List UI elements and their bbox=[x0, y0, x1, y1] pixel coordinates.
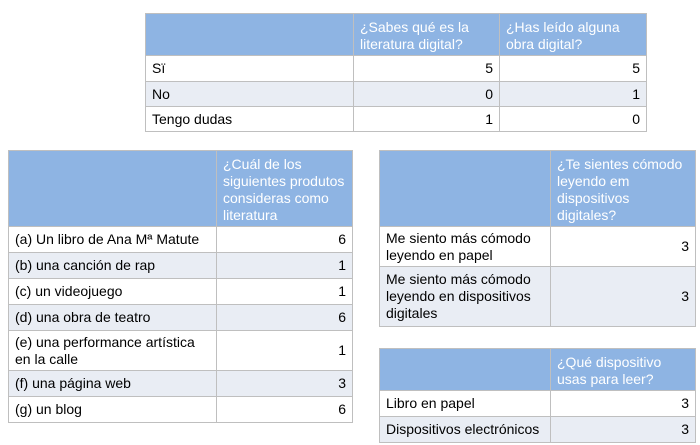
row-label: (c) un videojuego bbox=[9, 279, 217, 305]
table-row bbox=[9, 371, 353, 397]
row-label: Me siento más cómodo leyendo en papel bbox=[380, 227, 551, 267]
table-row bbox=[9, 331, 353, 371]
table-row bbox=[146, 56, 647, 82]
table3-header-comodo: ¿Te sientes cómodo leyendo em dispositivos digitales? bbox=[551, 151, 696, 227]
table-row bbox=[9, 253, 353, 279]
table1-header-has-leido: ¿Has leído alguna obra digital? bbox=[500, 14, 647, 56]
cell-value: 1 bbox=[217, 253, 353, 279]
cell-value: 3 bbox=[551, 227, 696, 267]
cell-value: 3 bbox=[551, 391, 696, 417]
dispositivo-lectura-table bbox=[379, 348, 696, 443]
cell-value: 3 bbox=[551, 267, 696, 327]
table-row bbox=[380, 391, 696, 417]
table1-header-sabes: ¿Sabes qué es la literatura digital? bbox=[354, 14, 500, 56]
row-label: (e) una performance artística en la calle bbox=[9, 331, 217, 371]
cell-value: 3 bbox=[551, 417, 696, 443]
cell-value: 1 bbox=[500, 82, 647, 107]
row-label: No bbox=[146, 82, 354, 107]
row-label: Libro en papel bbox=[380, 391, 551, 417]
table-row bbox=[380, 227, 696, 267]
row-label: (a) Un libro de Ana Mª Matute bbox=[9, 227, 217, 253]
cell-value: 6 bbox=[217, 227, 353, 253]
cell-value: 1 bbox=[354, 107, 500, 132]
literatura-digital-table bbox=[145, 13, 647, 132]
cell-value: 1 bbox=[217, 331, 353, 371]
cell-value: 0 bbox=[354, 82, 500, 107]
table-row bbox=[146, 82, 647, 107]
row-label: Me siento más cómodo leyendo en dispositivos digitales bbox=[380, 267, 551, 327]
cell-value: 6 bbox=[217, 305, 353, 331]
row-label: (d) una obra de teatro bbox=[9, 305, 217, 331]
table4-header-blank bbox=[380, 349, 551, 391]
table2-header-blank bbox=[9, 151, 217, 227]
comodidad-lectura-table bbox=[379, 150, 696, 327]
cell-value: 1 bbox=[217, 279, 353, 305]
table2-header-cual: ¿Cuál de los siguientes produtos consideras como literatura bbox=[217, 151, 353, 227]
cell-value: 0 bbox=[500, 107, 647, 132]
table-row bbox=[9, 397, 353, 423]
table-row bbox=[9, 305, 353, 331]
table-row bbox=[380, 417, 696, 443]
row-label: (f) una página web bbox=[9, 371, 217, 397]
row-label: Sï bbox=[146, 56, 354, 82]
cell-value: 6 bbox=[217, 397, 353, 423]
table-row bbox=[9, 279, 353, 305]
row-label: Tengo dudas bbox=[146, 107, 354, 132]
row-label: Dispositivos electrónicos bbox=[380, 417, 551, 443]
table4-header-dispositivo: ¿Qué dispositivo usas para leer? bbox=[551, 349, 696, 391]
cell-value: 3 bbox=[217, 371, 353, 397]
table1-header-blank bbox=[146, 14, 354, 56]
productos-literatura-table bbox=[8, 150, 353, 423]
row-label: (g) un blog bbox=[9, 397, 217, 423]
table3-header-blank bbox=[380, 151, 551, 227]
cell-value: 5 bbox=[500, 56, 647, 82]
cell-value: 5 bbox=[354, 56, 500, 82]
table-row bbox=[380, 267, 696, 327]
row-label: (b) una canción de rap bbox=[9, 253, 217, 279]
table-row bbox=[146, 107, 647, 132]
table-row bbox=[9, 227, 353, 253]
